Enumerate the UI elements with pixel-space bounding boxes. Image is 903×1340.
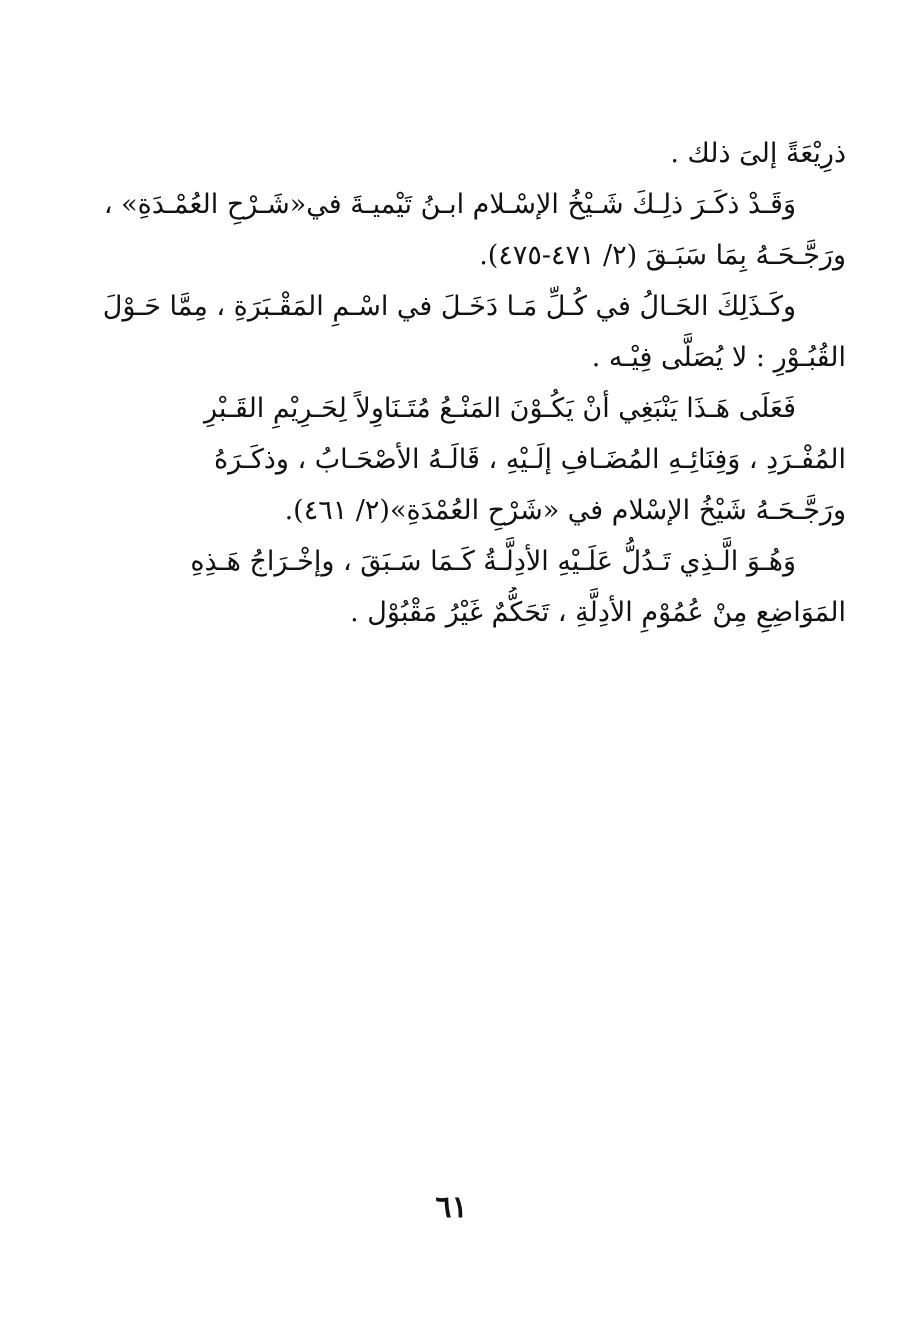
text-line: المَوَاضِعِ مِنْ عُمُوْمِ الأدِلَّةِ ، تَحَكُّمٌ غَيْرُ مَقْبُوْل .	[350, 597, 846, 628]
body-text	[78, 128, 846, 638]
text-line: وكَـذَلِكَ الحَـالُ في كُـلِّ مَـا دَخَـلَ في اسْـمِ المَقْـبَرَةِ ، مِمَّا حَـوْلَ	[102, 291, 796, 322]
text-line: ورَجَّـحَـهُ بِمَا سَبَـقَ (٢/ ٤٧١-٤٧٥).	[479, 240, 846, 271]
text-line: القُبُـوْرِ : لا يُصَلَّى فِيْـه .	[591, 342, 846, 373]
text-line: ورَجَّـحَـهُ شَيْخُ الإسْلام في «شَرْحِ العُمْدَةِ»(٢/ ٤٦١).	[284, 495, 846, 526]
paragraph	[78, 281, 846, 383]
page-number: ٦١	[435, 1190, 468, 1225]
paragraph	[78, 383, 846, 536]
text-line: فَعَلَى هَـذَا يَنْبَغِي أنْ يَكُـوْنَ المَنْـعُ مُتَـنَاوِلاً لِحَـرِيْمِ القَـبْرِ	[203, 393, 796, 424]
text-line: المُفْـرَدِ ، وَفِنَائِـهِ المُضَـافِ إلَـيْهِ ، قَالَـهُ الأصْحَـابُ ، وذكَـرَهُ	[214, 444, 846, 475]
text-line: ذرِيْعَةً إلىَ ذلك .	[670, 138, 846, 169]
text-line: وَهُـوَ الَّـذِي تَـدُلُّ عَلَـيْهِ الأدِلَّـةُ كَـمَا سَـبَقَ ، وإخْـرَاجُ هَـذِهِ	[190, 546, 796, 577]
text-line: وَقَـدْ ذكَـرَ ذلِـكَ شَـيْخُ الإسْـلام ابـنُ تَيْميـةَ في«شَـرْحِ العُمْـدَةِ» ،	[103, 189, 796, 220]
paragraph	[78, 179, 846, 281]
paragraph	[78, 128, 846, 179]
paragraph	[78, 536, 846, 638]
